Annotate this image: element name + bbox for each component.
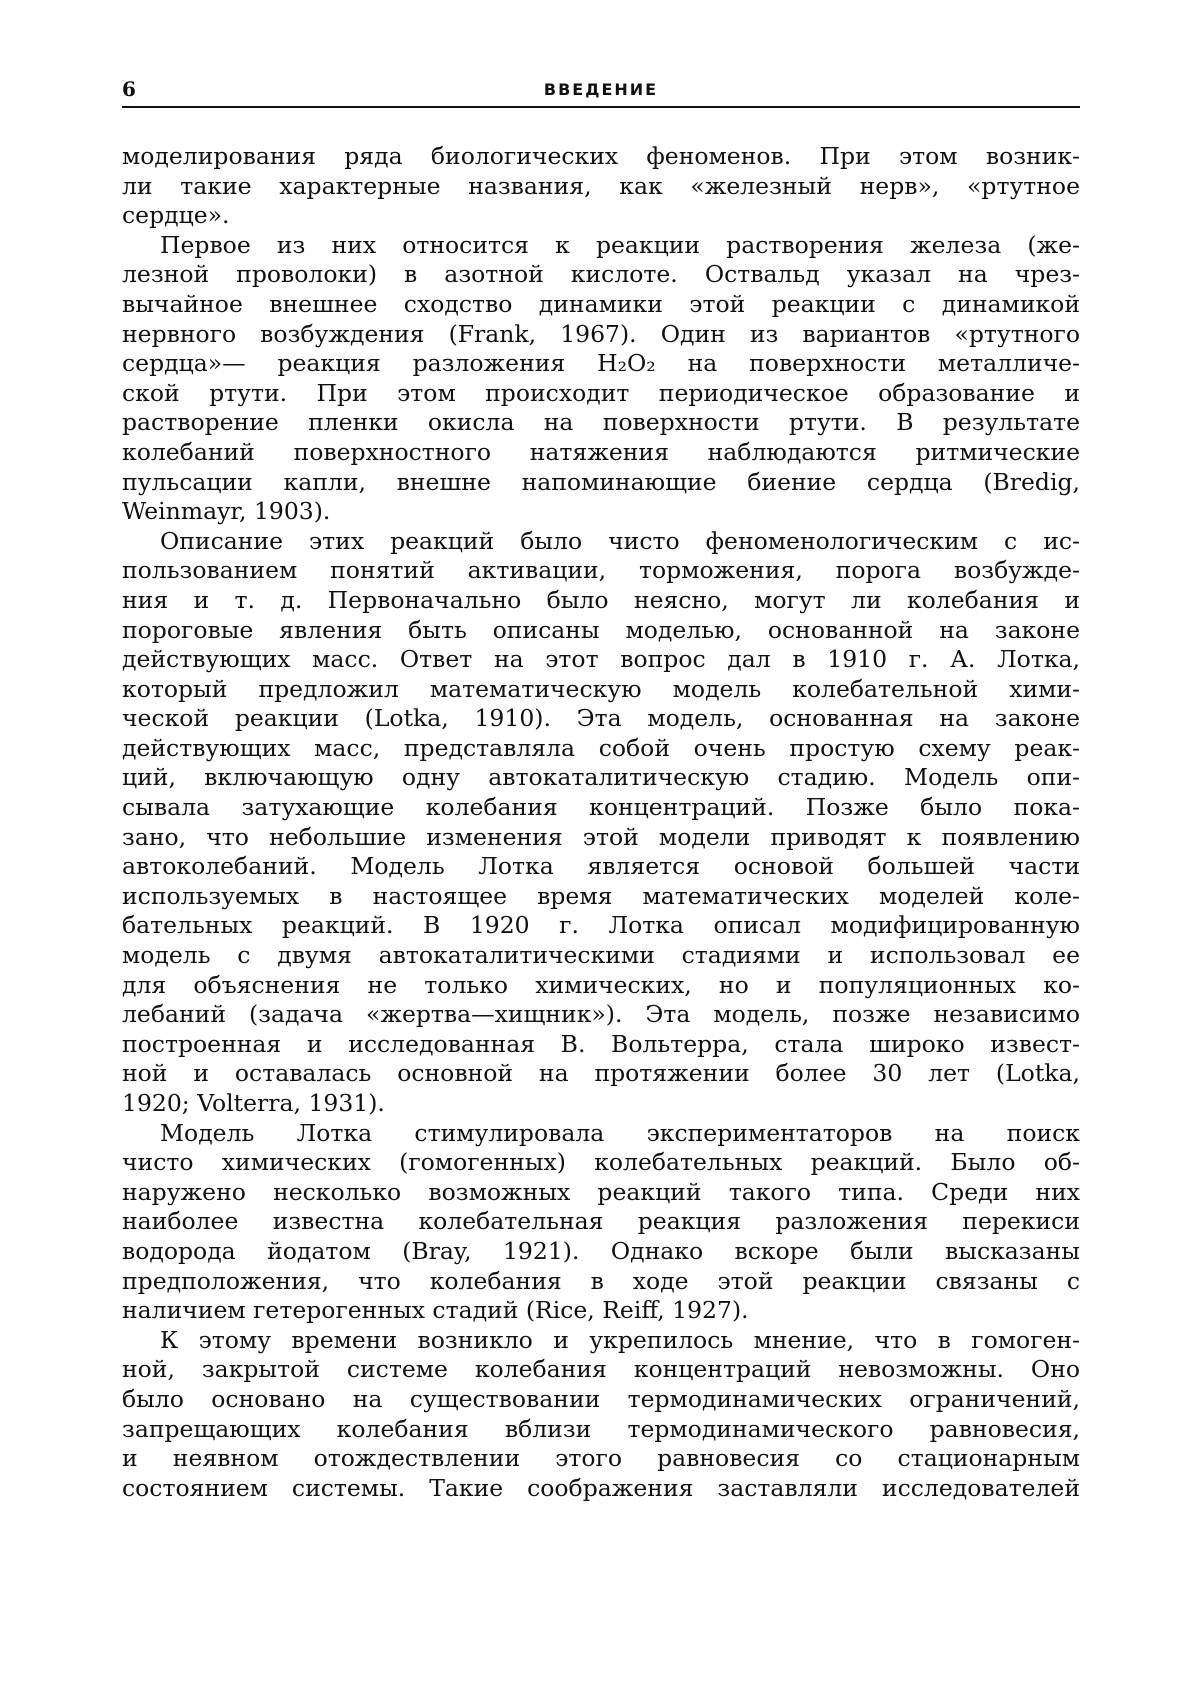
text-line: водорода йодатом (Bray, 1921). Однако вскоре были высказаны xyxy=(122,1236,1080,1265)
text-line: наиболее известна колебательная реакция разложения перекиси xyxy=(122,1207,1080,1236)
text-line: используемых в настоящее время математических моделей коле- xyxy=(122,881,1080,910)
text-line: ли такие характерные названия, как «железный нерв», «ртутное xyxy=(122,171,1080,200)
text-line: Weinmayr, 1903). xyxy=(122,497,331,526)
text-line: модель с двумя автокаталитическими стадиями и использовал ее xyxy=(122,941,1080,970)
text-line: нервного возбуждения (Frank, 1967). Один из вариантов «ртутного xyxy=(122,319,1080,348)
text-line: К этому времени возникло и укрепилось мнение, что в гомоген- xyxy=(160,1325,1080,1354)
text-line: лебаний (задача «жертва—хищник»). Эта модель, позже независимо xyxy=(122,1000,1080,1029)
text-line: пороговые явления быть описаны моделью, основанной на законе xyxy=(122,615,1080,644)
text-line: и неявном отождествлении этого равновесия со стационарным xyxy=(122,1444,1080,1473)
paragraph xyxy=(122,1119,1080,1326)
text-line: предположения, что колебания в ходе этой реакции связаны с xyxy=(122,1266,1080,1295)
running-head xyxy=(122,78,1080,108)
body-text xyxy=(122,142,1080,1503)
text-line: ской ртути. При этом происходит периодическое образование и xyxy=(122,378,1080,407)
text-line: пульсации капли, внешне напоминающие биение сердца (Bredig, xyxy=(122,467,1080,496)
text-line: чисто химических (гомогенных) колебательных реакций. Было об- xyxy=(122,1148,1080,1177)
page-number: 6 xyxy=(122,77,136,101)
text-line: лезной проволоки) в азотной кислоте. Оствальд указал на чрез- xyxy=(122,260,1080,289)
text-line: ций, включающую одну автокаталитическую стадию. Модель опи- xyxy=(122,763,1080,792)
text-line: 1920; Volterra, 1931). xyxy=(122,1089,385,1117)
text-line: Описание этих реакций было чисто феноменологическим с ис- xyxy=(160,526,1080,555)
text-line: ния и т. д. Первоначально было неясно, могут ли колебания и xyxy=(122,585,1080,614)
text-line: вычайное внешнее сходство динамики этой реакции с динамикой xyxy=(122,289,1080,318)
text-line: который предложил математическую модель колебательной хими- xyxy=(122,674,1080,703)
header-rule xyxy=(122,106,1080,108)
text-line: действующих масс. Ответ на этот вопрос дал в 1910 г. А. Лотка, xyxy=(122,645,1080,674)
section-title: ВВЕДЕНИЕ xyxy=(543,80,659,99)
text-line: Первое из них относится к реакции растворения железа (же- xyxy=(160,230,1080,259)
text-line: пользованием понятий активации, торможения, порога возбужде- xyxy=(122,556,1080,585)
paragraph xyxy=(122,1326,1080,1504)
text-line: состоянием системы. Такие соображения заставляли исследователей xyxy=(122,1473,1080,1502)
text-line: ческой реакции (Lotka, 1910). Эта модель, основанная на законе xyxy=(122,704,1080,733)
text-line: зано, что небольшие изменения этой модели приводят к появлению xyxy=(122,822,1080,851)
text-line: для объяснения не только химических, но и популяционных ко- xyxy=(122,970,1080,999)
paragraph xyxy=(122,527,1080,1119)
text-line: наличием гетерогенных стадий (Rice, Reiff, 1927). xyxy=(122,1296,749,1325)
text-line: ной, закрытой системе колебания концентраций невозможны. Оно xyxy=(122,1355,1080,1384)
paragraph xyxy=(122,231,1080,527)
text-line: сывала затухающие колебания концентраций. Позже было пока- xyxy=(122,793,1080,822)
text-line: сердца»— реакция разложения H₂O₂ на поверхности металличе- xyxy=(122,349,1080,378)
text-line: Модель Лотка стимулировала экспериментаторов на поиск xyxy=(160,1118,1080,1147)
text-line: наружено несколько возможных реакций такого типа. Среди них xyxy=(122,1177,1080,1206)
text-line: было основано на существовании термодинамических ограничений, xyxy=(122,1384,1080,1413)
text-line: действующих масс, представляла собой очень простую схему реак- xyxy=(122,733,1080,762)
text-line: бательных реакций. В 1920 г. Лотка описал модифицированную xyxy=(122,911,1080,940)
text-line: построенная и исследованная В. Вольтерра, стала широко извест- xyxy=(122,1029,1080,1058)
text-line: растворение пленки окисла на поверхности ртути. В результате xyxy=(122,408,1080,437)
text-line: сердце». xyxy=(122,201,230,230)
text-line: автоколебаний. Модель Лотка является основой большей части xyxy=(122,852,1080,881)
text-line: колебаний поверхностного натяжения наблюдаются ритмические xyxy=(122,437,1080,466)
text-line: моделирования ряда биологических феноменов. При этом возник- xyxy=(122,142,1080,170)
text-line: ной и оставалась основной на протяжении более 30 лет (Lotka, xyxy=(122,1059,1080,1088)
paragraph xyxy=(122,142,1080,231)
text-line: запрещающих колебания вблизи термодинамического равновесия, xyxy=(122,1414,1080,1443)
